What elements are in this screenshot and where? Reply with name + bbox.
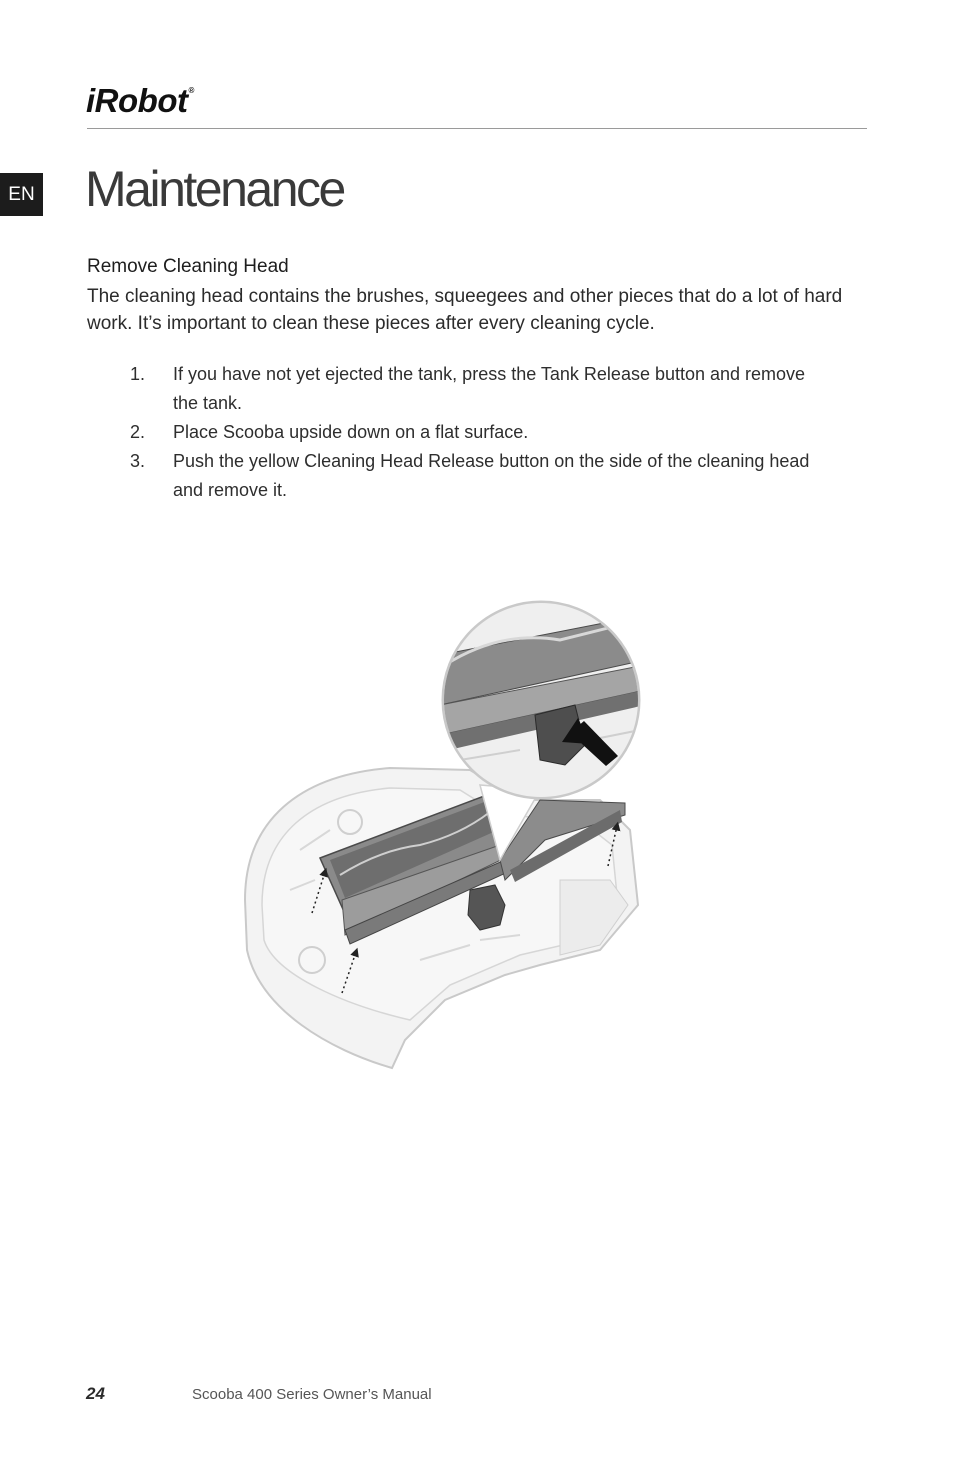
step-number: 1. xyxy=(130,364,146,384)
irobot-logo: iRobot® xyxy=(86,82,194,119)
step-number: 2. xyxy=(130,422,146,442)
page-title: Maintenance xyxy=(85,161,344,217)
header-divider xyxy=(87,128,867,129)
step-text: If you have not yet ejected the tank, press the Tank Release button and remove the tank. xyxy=(173,364,806,413)
robot-cleaning-head-removal-illustration xyxy=(240,600,660,1080)
section-intro: The cleaning head contains the brushes, squeegees and other pieces that do a lot of hard work. It’s important to clean these pieces after every cleaning cycle. xyxy=(87,286,843,334)
step-item xyxy=(130,447,830,505)
step-text: Place Scooba upside down on a flat surface. xyxy=(173,422,529,442)
steps-list xyxy=(130,360,830,505)
step-item xyxy=(130,418,830,447)
language-tab: EN xyxy=(0,173,43,216)
step-number: 3. xyxy=(130,451,146,471)
step-text: Push the yellow Cleaning Head Release button on the side of the cleaning head and remove it. xyxy=(173,451,810,500)
section-heading: Remove Cleaning Head xyxy=(87,256,289,277)
page-number: 24 xyxy=(86,1384,105,1403)
step-item xyxy=(130,360,830,418)
manual-title: Scooba 400 Series Owner’s Manual xyxy=(192,1386,432,1403)
